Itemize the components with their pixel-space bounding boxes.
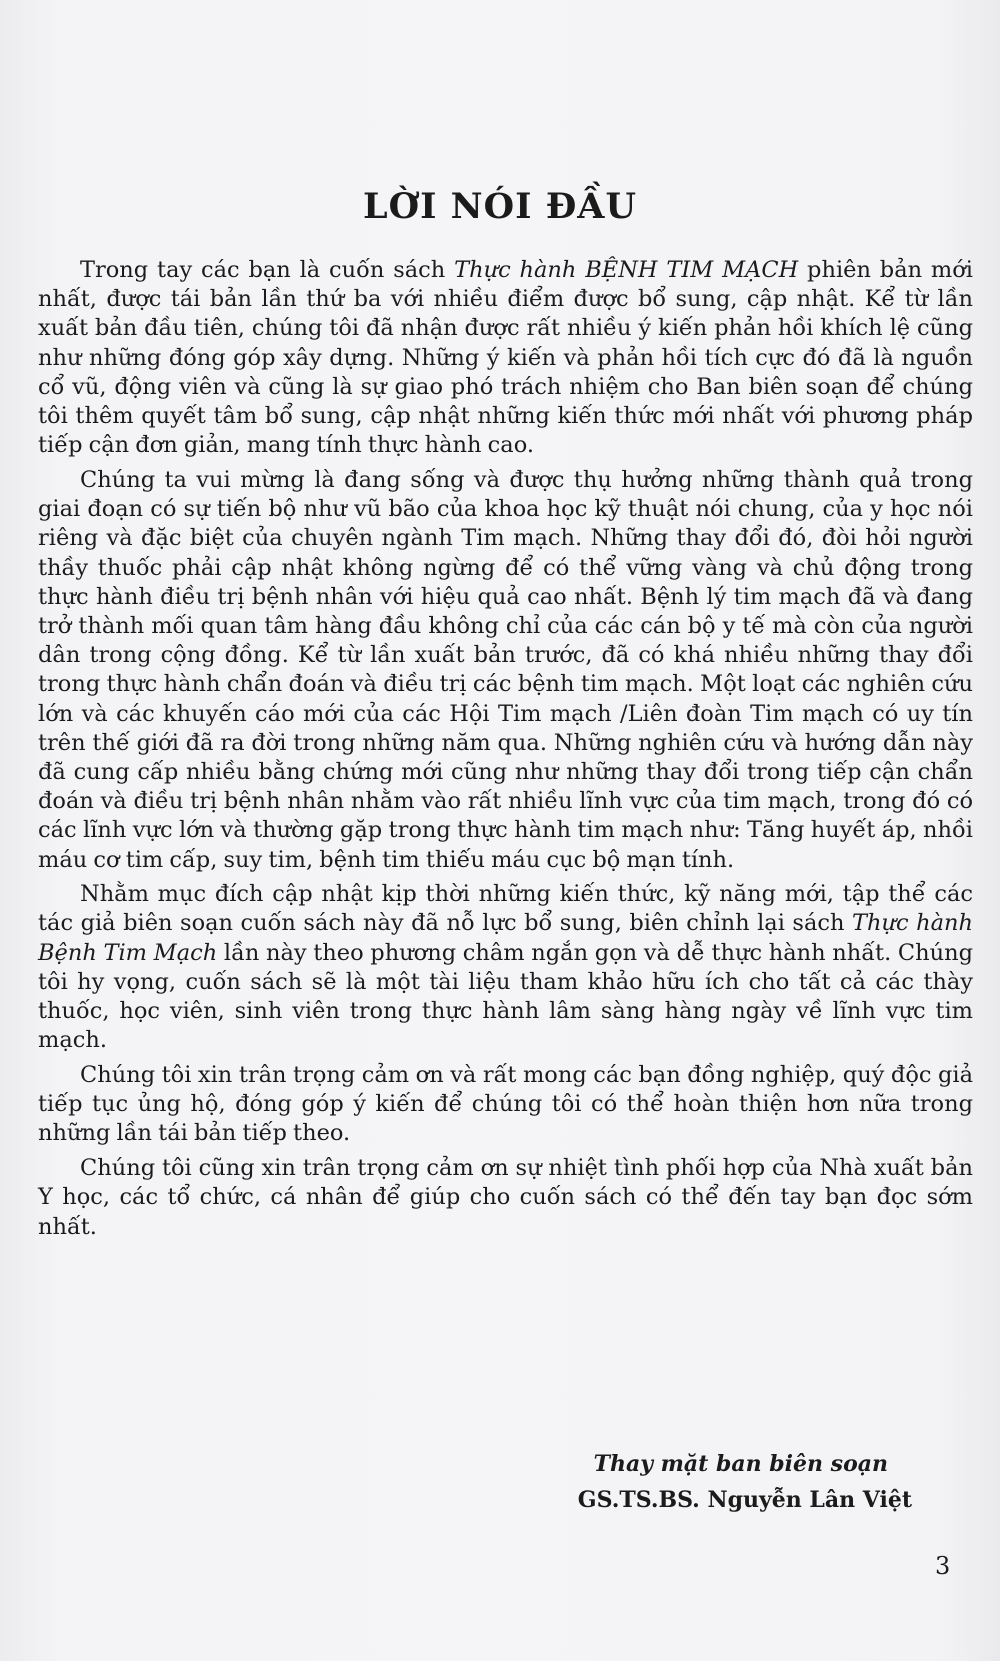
paragraph-1-text-end: phiên bản mới nhất, được tái bản lần thứ ba với nhiều điểm được bổ sung, cập nhật. Kể từ lần xuất bản đầu tiên, chúng tôi đã nhận được rất nhiều ý kiến phản hồi khích lệ cũng như những đóng góp xây dựng. Những ý kiến và phản hồi tích cực đó đã là nguồn cổ vũ, động viên và cũng là sự giao phó trách nhiệm cho Ban biên soạn để chúng tôi thêm quyết tâm bổ sung, cập nhật những kiến thức mới nhất với phương pháp tiếp cận đơn giản, mang tính thực hành cao. <box>38 257 973 459</box>
page-title: LỜI NÓI ĐẦU <box>363 186 637 227</box>
book-title-emphasis-2: Thực hành Bệnh Tim Mạch <box>38 910 973 966</box>
paragraph-3-text-end: lần này theo phương châm ngắn gọn và dễ thực hành nhất. Chúng tôi hy vọng, cuốn sách sẽ là một tài liệu tham khảo hữu ích cho tất cả các thày thuốc, học viên, sinh viên trong thực hành lâm sàng hàng ngày về lĩnh vực tim mạch. <box>38 939 973 1054</box>
paragraph-4: Chúng tôi xin trân trọng cảm ơn và rất mong các bạn đồng nghiệp, quý độc giả tiếp tục ủng hộ, đóng góp ý kiến để chúng tôi có thể hoàn thiện hơn nữa trong những lần tái bản tiếp theo. <box>38 1061 973 1147</box>
paragraph-1 <box>38 256 973 460</box>
page-number: 3 <box>935 1552 951 1580</box>
signature-on-behalf: Thay mặt ban biên soạn <box>593 1451 888 1477</box>
paragraph-3 <box>38 880 973 1055</box>
signature-block <box>0 1446 912 1518</box>
paragraph-5: Chúng tôi cũng xin trân trọng cảm ơn sự nhiệt tình phối hợp của Nhà xuất bản Y học, các tổ chức, cá nhân để giúp cho cuốn sách có thể đến tay bạn đọc sớm nhất. <box>38 1155 973 1240</box>
preface-body <box>38 256 973 1247</box>
paragraph-1-text-start: Trong tay các bạn là cuốn sách <box>80 257 455 283</box>
paragraph-2: Chúng ta vui mừng là đang sống và được thụ hưởng những thành quả trong giai đoạn có sự tiến bộ như vũ bão của khoa học kỹ thuật nói chung, của y học nói riêng và đặc biệt của chuyên ngành Tim mạch. Những thay đổi đó, đòi hỏi người thầy thuốc phải cập nhật không ngừng để có thể vững vàng và chủ động trong thực hành điều trị bệnh nhân với hiệu quả cao nhất. Bệnh lý tim mạch đã và đang trở thành mối quan tâm hàng đầu không chỉ của các cán bộ y tế mà còn của người dân trong cộng đồng. Kể từ lần xuất bản trước, đã có khá nhiều những thay đổi trong thực hành chẩn đoán và điều trị các bệnh tim mạch. Một loạt các nghiên cứu lớn và các khuyến cáo mới của các Hội Tim mạch /Liên đoàn Tim mạch có uy tín trên thế giới đã ra đời trong những năm qua. Những nghiên cứu và hướng dẫn này đã cung cấp nhiều bằng chứng mới cũng như những thay đổi trong tiếp cận chẩn đoán và điều trị bệnh nhân nhằm vào rất nhiều lĩnh vực của tim mạch, trong đó có các lĩnh vực lớn và thường gặp trong thực hành tim mạch như: Tăng huyết áp, nhồi máu cơ tim cấp, suy tim, bệnh tim thiếu máu cục bộ mạn tính. <box>38 466 973 873</box>
book-title-emphasis: Thực hành BỆNH TIM MẠCH <box>454 257 799 283</box>
paragraph-3-text-start: Nhằm mục đích cập nhật kịp thời những kiến thức, kỹ năng mới, tập thể các tác giả biên soạn cuốn sách này đã nỗ lực bổ sung, biên chỉnh lại sách <box>38 881 973 937</box>
signature-author: GS.TS.BS. Nguyễn Lân Việt <box>577 1487 912 1513</box>
